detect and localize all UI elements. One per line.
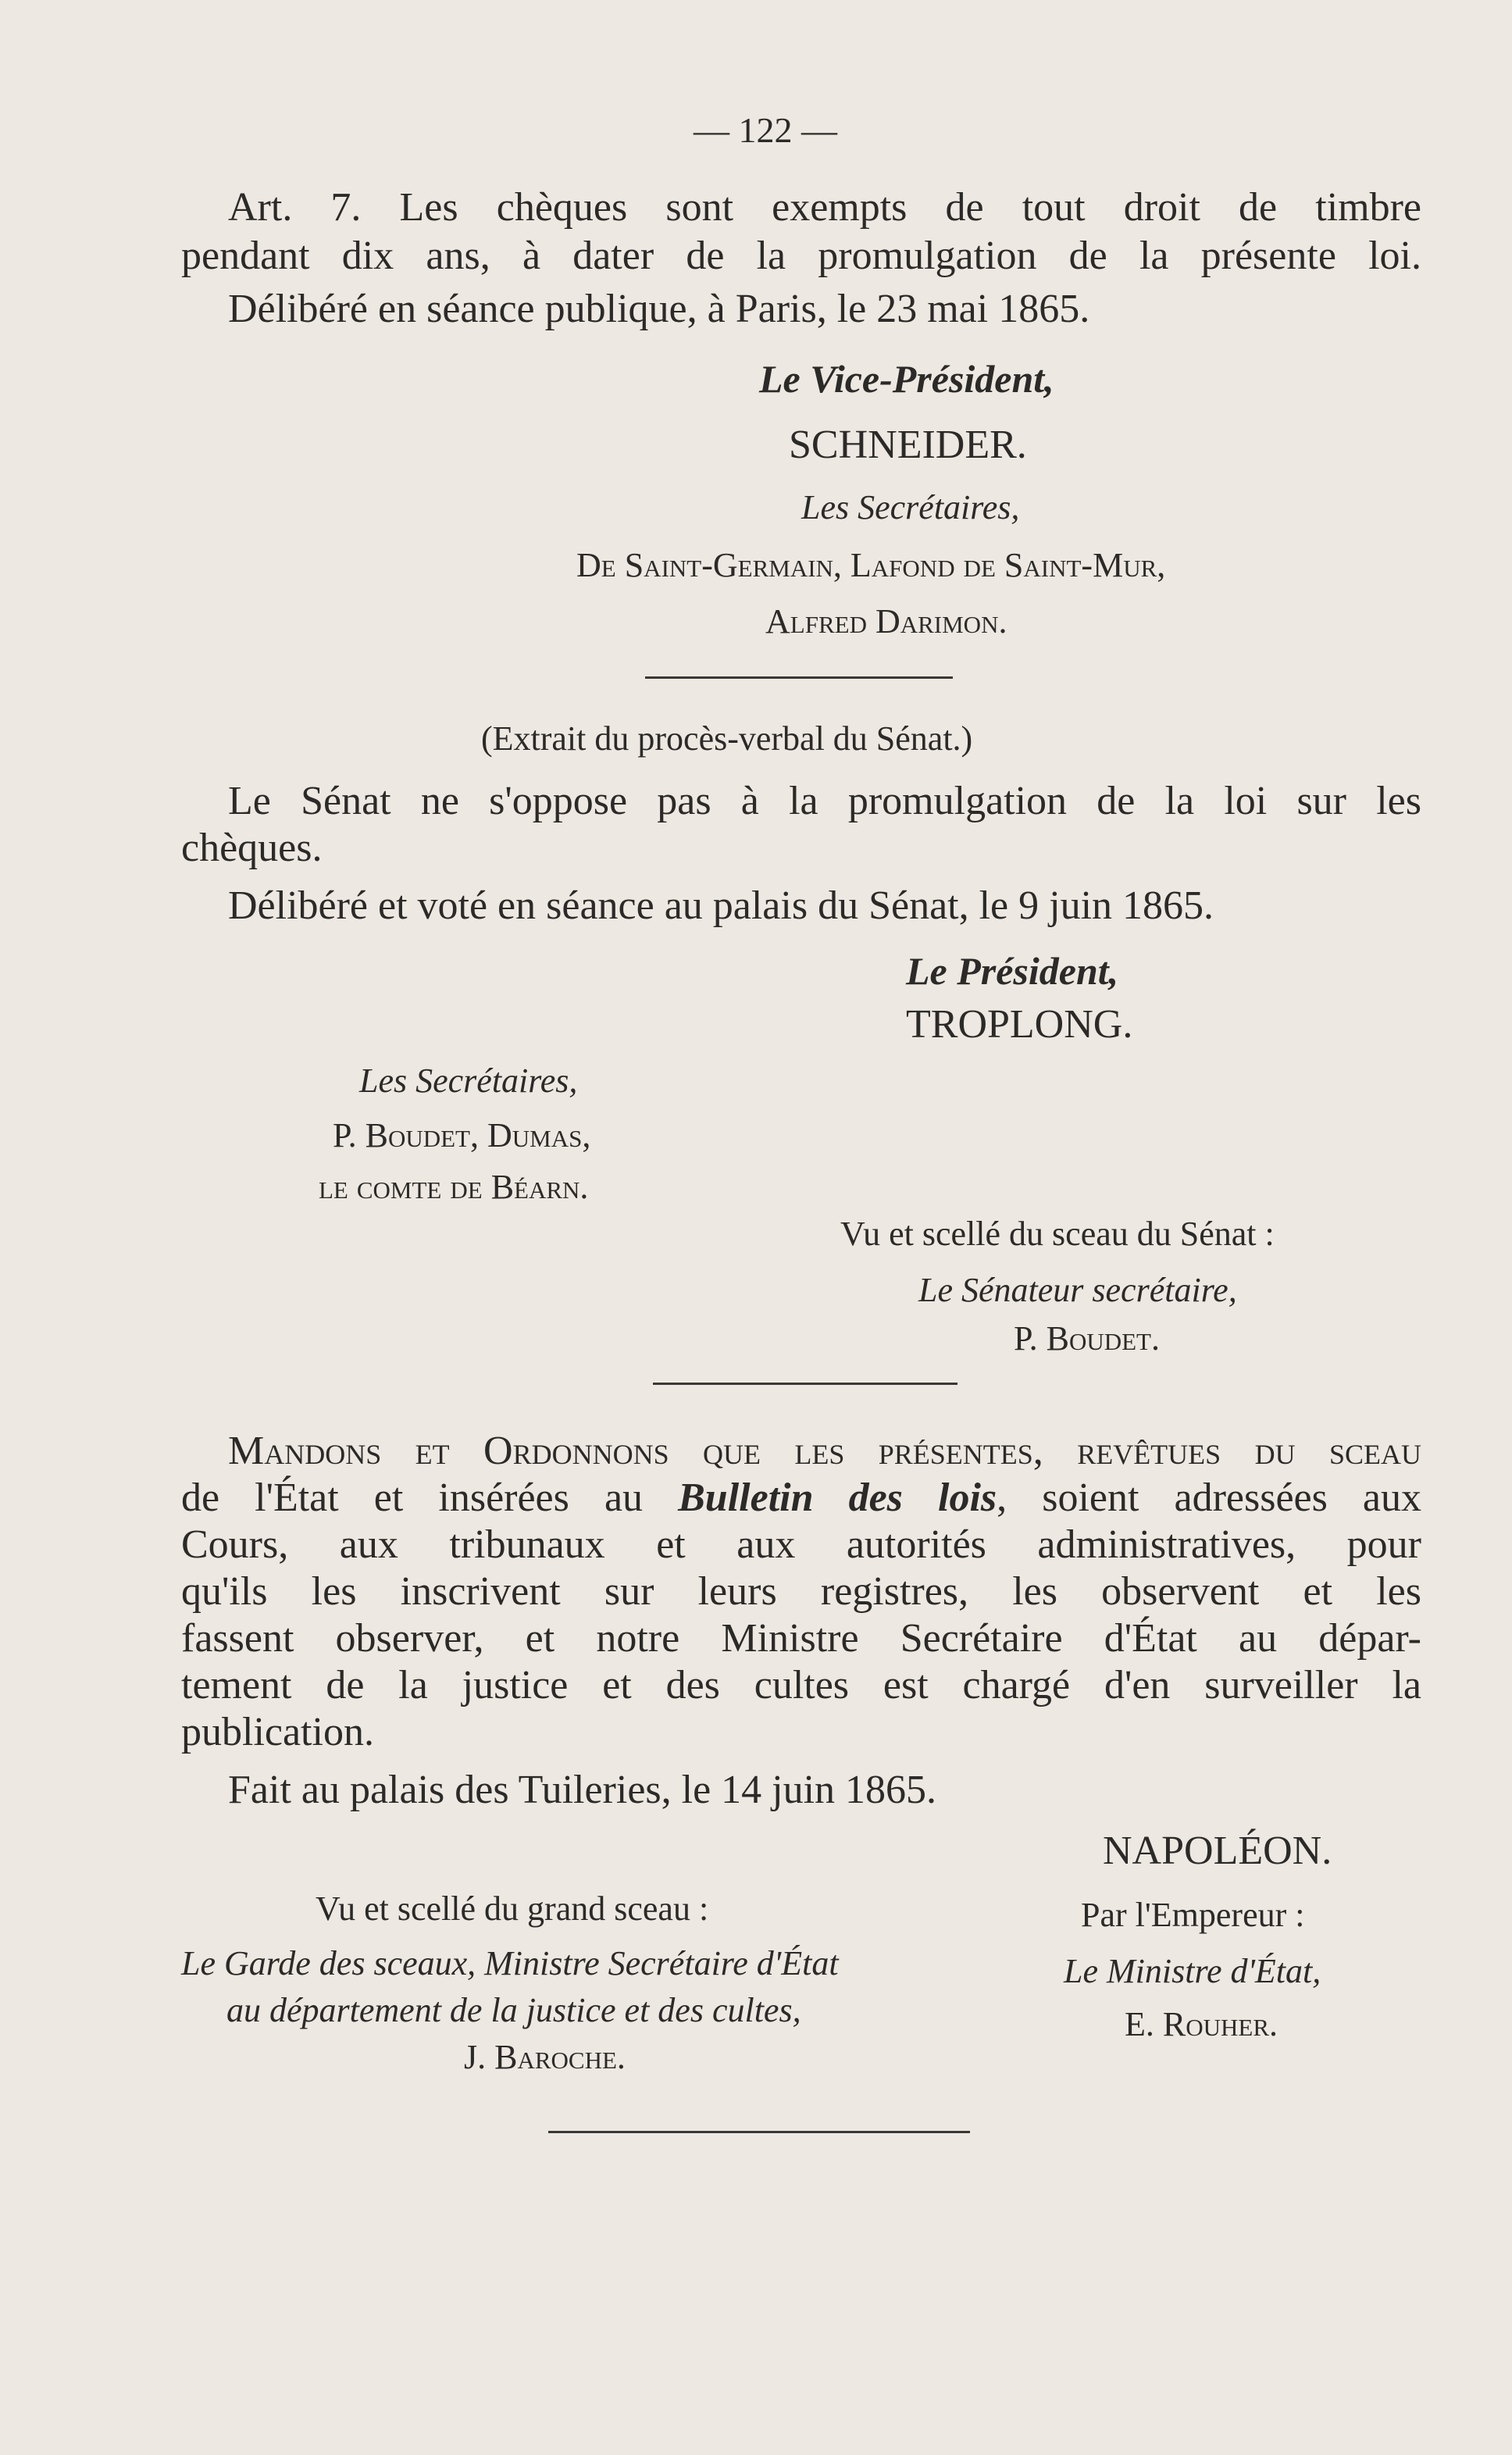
senate-seal-name: P. Boudet.	[1014, 1319, 1160, 1358]
senate-deliberation: Délibéré et voté en séance au palais du Sénat, le 9 juin 1865.	[228, 883, 1214, 928]
grand-seal-line: Vu et scellé du grand sceau :	[316, 1889, 709, 1928]
minister-title: Le Ministre d'État,	[1064, 1952, 1321, 1990]
mandate-bulletin: Bulletin des lois	[678, 1475, 997, 1520]
garde-line-2: au département de la justice et des cultes,	[226, 1991, 801, 2029]
article-line-1: Art. 7. Les chèques sont exempts de tout droit de timbre	[228, 185, 1421, 230]
senate-seal-line: Vu et scellé du sceau du Sénat :	[840, 1215, 1275, 1253]
mandate-line-7: publication.	[181, 1710, 374, 1754]
chamber-secretaries-names-1: De Saint-Germain, Lafond de Saint-Mur,	[576, 546, 1166, 584]
senate-secretaries-title: Les Secrétaires,	[359, 1062, 578, 1100]
mandate-line-1	[228, 1428, 1421, 1474]
senate-line-2: chèques.	[181, 826, 323, 870]
par-empereur: Par l'Empereur :	[1081, 1896, 1305, 1934]
article-line-2: pendant dix ans, à dater de la promulgation de la présente loi.	[181, 234, 1421, 278]
garde-line-1: Le Garde des sceaux, Ministre Secrétaire d'État	[181, 1944, 839, 1982]
senate-extract: (Extrait du procès-verbal du Sénat.)	[481, 719, 973, 758]
chamber-secretaries-title: Les Secrétaires,	[801, 488, 1020, 526]
separator-rule-2	[653, 1383, 957, 1385]
chamber-secretaries-names-2: Alfred Darimon.	[765, 602, 1007, 641]
mandate-line-4: qu'ils les inscrivent sur leurs registres, les observent et les	[181, 1569, 1421, 1614]
mandate-line-1-text: Mandons et Ordonnons que les présentes, revêtues du sceau	[228, 1429, 1421, 1473]
senate-seal-title: Le Sénateur secrétaire,	[918, 1271, 1237, 1309]
vice-president-title: Le Vice-Président,	[759, 357, 1054, 401]
mandate-line-2-b: , soient adressées aux	[997, 1475, 1422, 1520]
article-deliberation: Délibéré en séance publique, à Paris, le 23 mai 1865.	[228, 287, 1090, 331]
mandate-line-3: Cours, aux tribunaux et aux autorités administratives, pour	[181, 1522, 1421, 1567]
mandate-line-5: fassent observer, et notre Ministre Secrétaire d'État au dépar-	[181, 1616, 1421, 1661]
page-number: — 122 —	[694, 110, 837, 150]
senate-line-1: Le Sénat ne s'oppose pas à la promulgation de la loi sur les	[228, 779, 1421, 823]
garde-name: J. Baroche.	[464, 2038, 626, 2076]
separator-rule-1	[645, 676, 953, 679]
separator-rule-3	[548, 2131, 970, 2133]
senate-president-title: Le Président,	[906, 949, 1119, 993]
minister-name: E. Rouher.	[1125, 2005, 1278, 2043]
mandate-line-6: tement de la justice et des cultes est chargé d'en surveiller la	[181, 1663, 1421, 1707]
senate-secretaries-names-1: P. Boudet, Dumas,	[333, 1116, 591, 1154]
mandate-line-2	[181, 1475, 1421, 1521]
emperor-name: NAPOLÉON.	[1103, 1829, 1332, 1873]
mandate-fait: Fait au palais des Tuileries, le 14 juin 1865.	[228, 1768, 937, 1812]
senate-secretaries-names-2: le comte de Béarn.	[319, 1168, 589, 1206]
vice-president-name: SCHNEIDER.	[789, 423, 1027, 467]
senate-president-name: TROPLONG.	[906, 1002, 1133, 1047]
mandate-line-2-a: de l'État et insérées au	[181, 1475, 679, 1520]
